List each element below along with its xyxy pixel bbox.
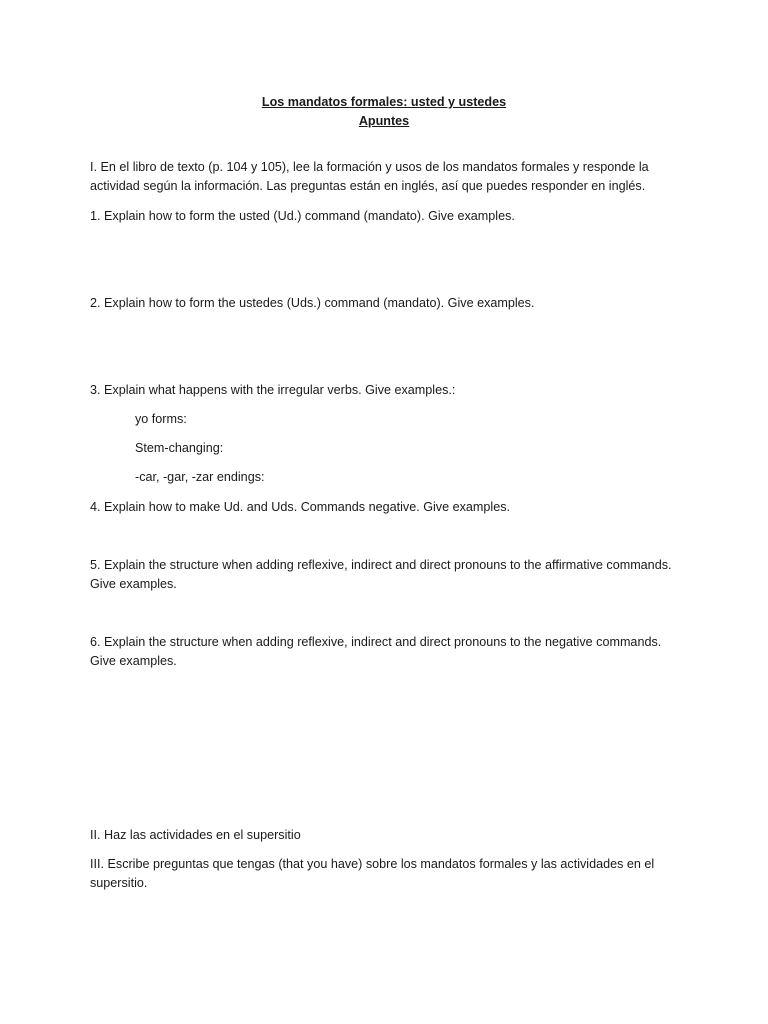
document-title: Los mandatos formales: usted y ustedes — [261, 95, 507, 109]
question-3-endings: -car, -gar, -zar endings: — [135, 470, 265, 484]
question-3-stem-changing: Stem-changing: — [135, 441, 224, 455]
section-2: II. Haz las actividades en el supersitio — [90, 828, 301, 842]
section-3: III. Escribe preguntas que tengas (that you have) sobre los mandatos formales y las actividades en el supersitio. — [90, 857, 655, 890]
question-1: 1. Explain how to form the usted (Ud.) command (mandato). Give examples. — [90, 209, 515, 223]
question-3-yo-forms: yo forms: — [135, 412, 187, 426]
question-5: 5. Explain the structure when adding reflexive, indirect and direct pronouns to the affirmative commands. Give examples. — [90, 558, 672, 591]
question-2: 2. Explain how to form the ustedes (Uds.) command (mandato). Give examples. — [90, 296, 535, 310]
question-6: 6. Explain the structure when adding reflexive, indirect and direct pronouns to the negative commands. Give examples. — [90, 635, 662, 668]
document-subtitle: Apuntes — [358, 114, 410, 128]
question-4: 4. Explain how to make Ud. and Uds. Commands negative. Give examples. — [90, 500, 510, 514]
intro-paragraph: I. En el libro de texto (p. 104 y 105), lee la formación y usos de los mandatos formales y responde la actividad según la información. Las preguntas están en inglés, así que puedes responder en inglés. — [90, 160, 649, 193]
question-3: 3. Explain what happens with the irregular verbs. Give examples.: — [90, 383, 456, 397]
